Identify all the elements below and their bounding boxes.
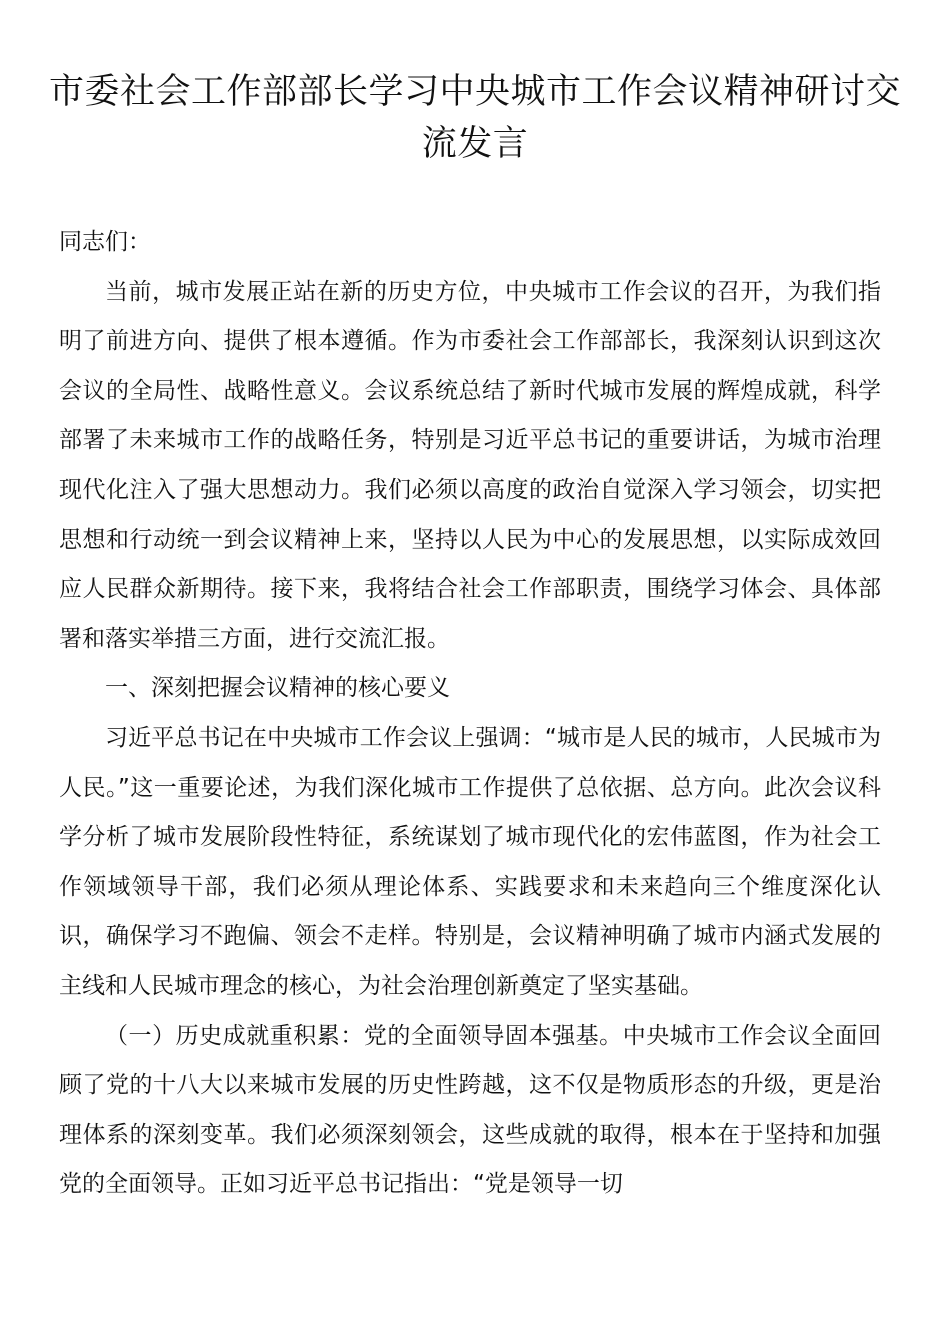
paragraph-subsection-1: （一）历史成就重积累：党的全面领导固本强基。中央城市工作会议全面回顾了党的十八大以来城市发展的历史性跨越，这不仅是物质形态的升级，更是治理体系的深刻变革。我们必须深刻领会，这些成就的取得，根本在于坚持和加强党的全面领导。正如习近平总书记指出：“党是领导一切: [59, 1022, 881, 1198]
salutation: 同志们：: [59, 229, 151, 255]
document-body: [59, 218, 881, 1210]
paragraph-intro: 当前，城市发展正站在新的历史方位，中央城市工作会议的召开，为我们指明了前进方向、提供了根本遵循。作为市委社会工作部部长，我深刻认识到这次会议的全局性、战略性意义。会议系统总结了新时代城市发展的辉煌成就，科学部署了未来城市工作的战略任务，特别是习近平总书记的重要讲话，为城市治理现代化注入了强大思想动力。我们必须以高度的政治自觉深入学习领会，切实把思想和行动统一到会议精神上来，坚持以人民为中心的发展思想，以实际成效回应人民群众新期待。接下来，我将结合社会工作部职责，围绕学习体会、具体部署和落实举措三方面，进行交流汇报。: [59, 278, 881, 652]
paragraph-section-1: 习近平总书记在中央城市工作会议上强调：“城市是人民的城市，人民城市为人民。”这一重要论述，为我们深化城市工作提供了总依据、总方向。此次会议科学分析了城市发展阶段性特征，系统谋划了城市现代化的宏伟蓝图，作为社会工作领域领导干部，我们必须从理论体系、实践要求和未来趋向三个维度深化认识，确保学习不跑偏、领会不走样。特别是，会议精神明确了城市内涵式发展的主线和人民城市理念的核心，为社会治理创新奠定了坚实基础。: [59, 724, 881, 999]
document-title: 市委社会工作部部长学习中央城市工作会议精神研讨交流发言: [48, 72, 901, 164]
section-heading-1: 一、深刻把握会议精神的核心要义: [105, 675, 450, 702]
